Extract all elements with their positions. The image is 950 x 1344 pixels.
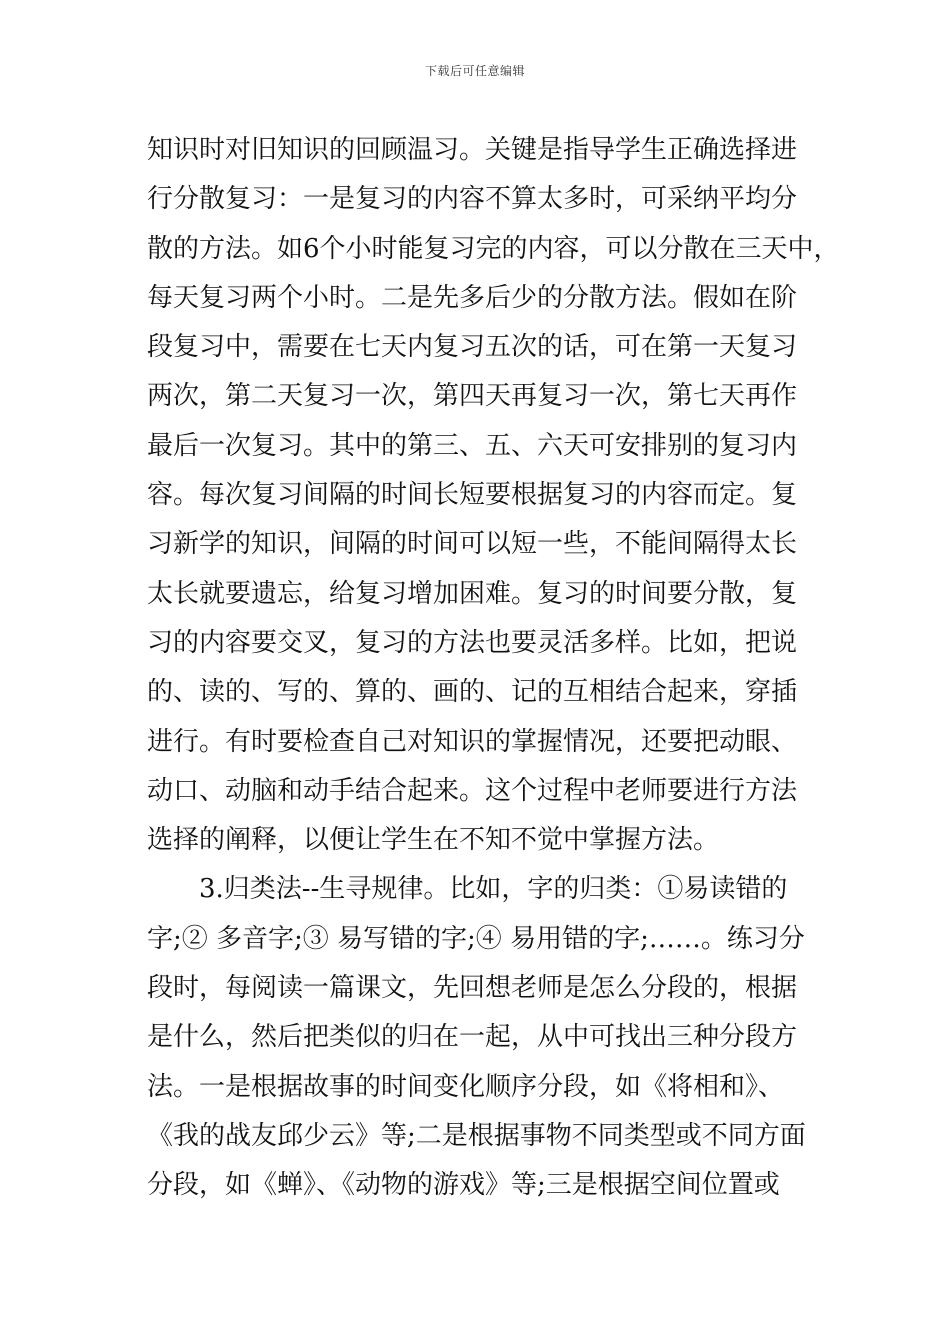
text-line: 散的方法。如6个小时能复习完的内容，可以分散在三天中， [147, 233, 840, 264]
text-line: 习的内容要交叉，复习的方法也要灵活多样。比如，把说 [147, 627, 798, 658]
text-line: 是什么，然后把类似的归在一起，从中可找出三种分段方 [147, 1022, 798, 1053]
text-line: 段复习中，需要在七天内复习五次的话，可在第一天复习 [147, 332, 798, 363]
text-line: 两次，第二天复习一次，第四天再复习一次，第七天再作 [147, 381, 798, 412]
text-line: 知识时对旧知识的回顾温习。关键是指导学生正确选择进 [147, 135, 798, 165]
text-line: 行分散复习：一是复习的内容不算太多时，可采纳平均分 [147, 184, 798, 215]
text-line: 《我的战友邱少云》等;二是根据事物不同类型或不同方面 [147, 1120, 806, 1151]
text-line: 法。一是根据故事的时间变化顺序分段，如《将相和》、 [147, 1071, 785, 1102]
text-line: 选择的阐释，以便让学生在不知不觉中掌握方法。 [147, 825, 720, 856]
text-line: 的、读的、写的、算的、画的、记的互相结合起来，穿插 [147, 677, 798, 708]
text-line: 太长就要遗忘，给复习增加困难。复习的时间要分散，复 [147, 578, 798, 609]
text-line: 进行。有时要检查自己对知识的掌握情况，还要把动眼、 [147, 726, 798, 757]
text-line: 动口、动脑和动手结合起来。这个过程中老师要进行方法 [147, 775, 798, 806]
text-line: 段时，每阅读一篇课文，先回想老师是怎么分段的，根据 [147, 973, 798, 1004]
page-header: 下载后可任意编辑 [424, 64, 525, 78]
text-line: 分段，如《蝉》、《动物的游戏》等;三是根据空间位置或 [147, 1170, 780, 1201]
text-line: 字;② 多音字;③ 易写错的字;④ 易用错的字;……。练习分 [147, 923, 805, 954]
text-line: 最后一次复习。其中的第三、五、六天可安排别的复习内 [147, 430, 798, 461]
text-line: 容。每次复习间隔的时间长短要根据复习的内容而定。复 [147, 480, 798, 511]
document-body [147, 126, 840, 1211]
text-line: 习新学的知识，间隔的时间可以短一些，不能间隔得太长 [147, 529, 798, 560]
paragraph-first-line: 3.归类法--生寻规律。比如，字的归类：①易读错的 [199, 874, 788, 905]
text-line: 每天复习两个小时。二是先多后少的分散方法。假如在阶 [147, 282, 798, 313]
